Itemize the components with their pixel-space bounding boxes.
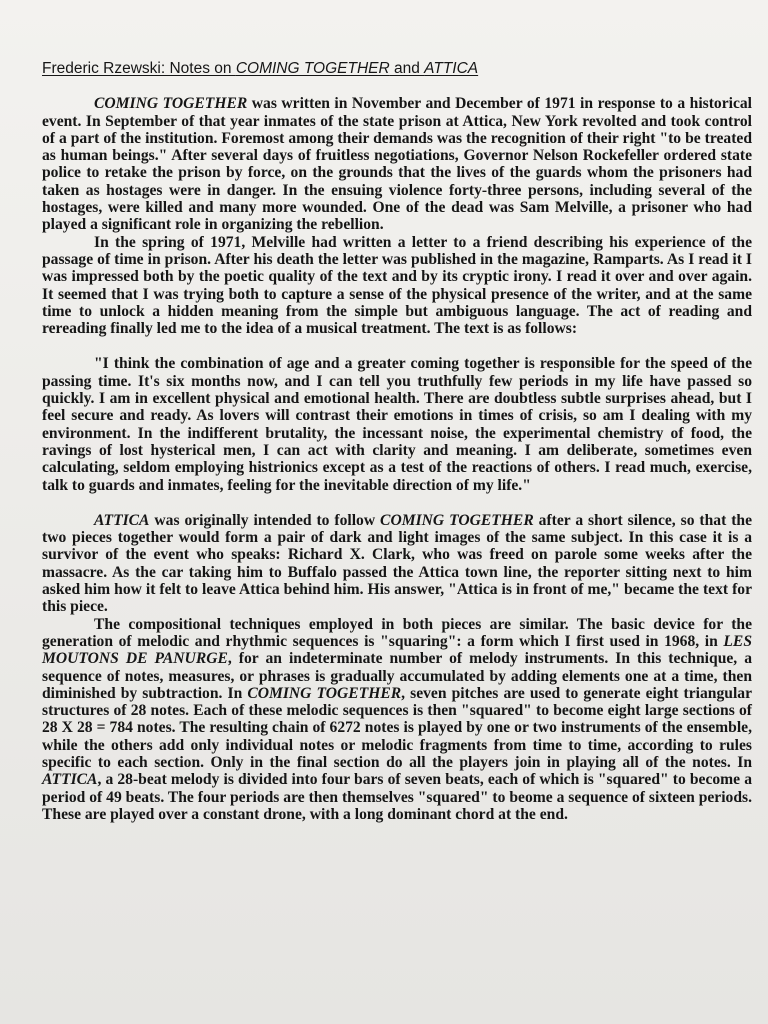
document-body	[42, 60, 752, 823]
paragraph-coming-together-intro	[42, 95, 752, 233]
paragraph-text: In the spring of 1971, Melville had written a letter to a friend describing his experience of the passage of time in prison. After his death the letter was published in the magazine, Ramparts. As I read it I was impressed both by the poetic quality of the text and by its cryptic irony. I read it over and over again. It seemed that I was trying both to capture a sense of the physical presence of the writer, and at the same time to unlock a hidden meaning from the simple but ambiguous language. The act of reading and rereading finally led me to the idea of a musical treatment. The text is as follows:	[42, 233, 752, 338]
heading-title-coming-together: COMING TOGETHER	[235, 60, 390, 77]
inline-title-attica: ATTICA	[42, 771, 98, 789]
paragraph-techniques	[42, 616, 752, 824]
document-heading	[42, 60, 512, 77]
paragraph-text-part: was originally intended to follow	[149, 511, 381, 529]
inline-title-les-moutons: LES MOUTONS DE PANURGE	[42, 632, 752, 668]
paragraph-melville-letter	[42, 234, 752, 338]
paragraph-attica	[42, 512, 752, 616]
paragraph-text-part-3: , seven pitches are used to generate eight triangular structures of 28 notes. Each of these melodic sequences is then "squared" to become eight large sections of 28 X 28 = 784 notes. The resulting chain of 6272 notes is played by one or two instruments of the ensemble, while the others add only individual notes or melodic fragments from time to time, according to rules specific to each section. Only in the final section do all the players join in playing all of the notes. In	[42, 684, 752, 771]
paragraph-inline-title: COMING TOGETHER	[380, 511, 534, 529]
heading-and: and	[389, 60, 425, 77]
paragraph-lead-title: ATTICA	[94, 511, 150, 529]
quote-text: "I think the combination of age and a greater coming together is responsible for the speed of the passing time. It's six months now, and I can tell you truthfully few periods in my life have passed so quickly. I am in excellent physical and emotional health. There are doubtless subtle surprises ahead, but I feel secure and ready. As lovers will contrast their emotions in times of crisis, so am I dealing with my environment. In the indifferent brutality, the incessant noise, the experimental chemistry of food, the ravings of lost hysterical men, I can act with clarity and meaning. I am deliberate, sometimes even calculating, seldom employing histrionics except as a test of the reactions of others. I read much, exercise, talk to guards and inmates, feeling for the inevitable direction of my life."	[42, 355, 752, 494]
paragraph-text: was written in November and December of 1971 in response to a historical event. In September of that year inmates of the state prison at Attica, New York revolted and took control of a part of the institution. Foremost among their demands was the recognition of their right "to be treated as human beings." After several days of fruitless negotiations, Governor Nelson Rockefeller ordered state police to retake the prison by force, on the grounds that the lives of the guards whom the prisoners had taken as hostages were in danger. In the ensuing violence forty-three persons, including several of the hostages, were killed and many more wounded. One of the dead was Sam Melville, a prisoner who had played a significant role in organizing the rebellion.	[42, 95, 753, 234]
paragraph-text-part-1: The compositional techniques employed in both pieces are similar. The basic device for the generation of melodic and rhythmic sequences is "squaring": a form which I first used in 1968, in	[42, 615, 752, 650]
paragraph-text-part-2: , for an indeterminate number of melody instruments. In this technique, a sequence of notes, measures, or phrases is gradually accumulated by adding elements one at a time, then diminished by subtraction. In	[42, 650, 752, 702]
heading-prefix: Frederic Rzewski: Notes on	[42, 60, 236, 77]
paragraph-text-part-4: , a 28-beat melody is divided into four bars of seven beats, each of which is "squared" to become a period of 49 beats. The four periods are then themselves "squared" to beome a sequence of sixteen periods. These are played over a constant drone, with a long dominant chord at the end.	[42, 771, 752, 823]
paragraph-lead-title: COMING TOGETHER	[94, 95, 248, 113]
heading-title-attica: ATTICA	[424, 60, 479, 77]
paragraph-text: after a short silence, so that the two pieces together would form a pair of dark and light images of the same subject. In this case it is a survivor of the event who speaks: Richard X. Clark, who was freed on parole some weeks after the massacre. As the car taking him to Buffalo passed the Attica town line, the reporter sitting next to him asked him how it felt to leave Attica behind him. His answer, "Attica is in front of me," became the text for this piece.	[42, 511, 752, 616]
inline-title-coming-together: COMING TOGETHER	[247, 684, 402, 702]
block-quote-melville	[42, 355, 752, 493]
